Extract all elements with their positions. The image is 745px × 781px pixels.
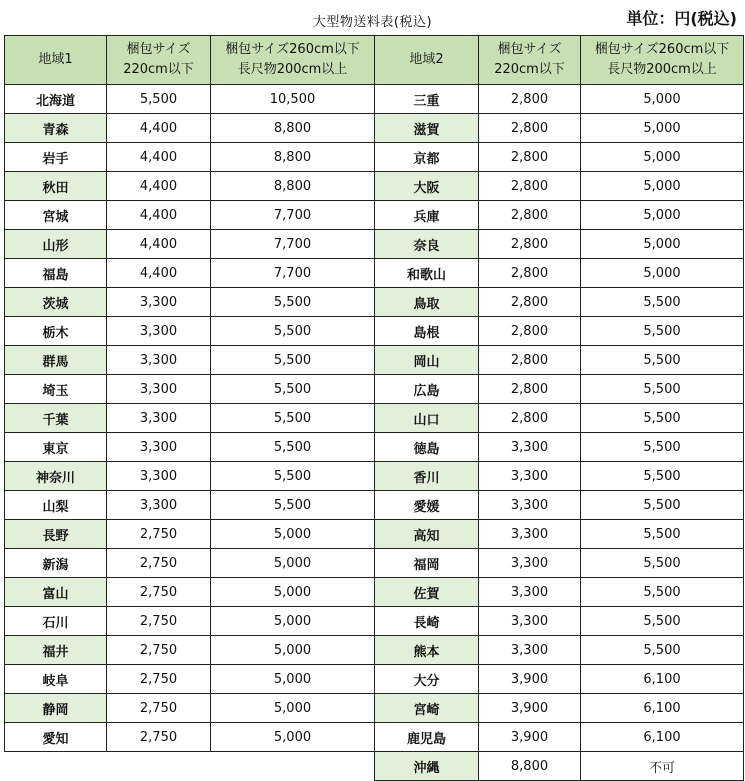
size-220-cell: 2,800 [479,143,581,172]
header-line: 地域1 [38,52,73,67]
table-body [5,85,744,781]
region-1-cell: 富山 [5,578,107,607]
table-row [5,433,744,462]
region-2-cell: 宮崎 [375,694,479,723]
size-220-cell: 3,300 [107,288,211,317]
region-1-cell: 長野 [5,520,107,549]
size-260-cell [211,752,375,781]
header-line: 梱包サイズ260cm以下 [225,42,360,57]
region-1-cell: 茨城 [5,288,107,317]
size-220-cell: 2,800 [479,346,581,375]
size-220-cell: 2,800 [479,114,581,143]
size-260-cell: 5,500 [581,288,744,317]
size-260-cell: 5,500 [211,317,375,346]
header-line: 梱包サイズ260cm以下 [594,42,730,57]
size-260-cell: 5,000 [581,85,744,114]
table-row [5,694,744,723]
region-2-cell: 長崎 [375,607,479,636]
size-260-cell: 5,500 [581,433,744,462]
size-220-cell: 2,750 [107,665,211,694]
header-line: 梱包サイズ [126,42,191,57]
table-row [5,346,744,375]
size-220-cell: 4,400 [107,201,211,230]
size-260-cell: 不可 [581,752,744,781]
region-1-cell: 青森 [5,114,107,143]
size-220-cell: 3,300 [479,549,581,578]
size-220-cell: 3,900 [479,665,581,694]
size-220-cell: 3,300 [107,375,211,404]
size-260-cell: 5,500 [581,375,744,404]
size-260-cell: 5,500 [581,404,744,433]
header-line: 220cm以下 [494,62,565,77]
size-220-cell: 2,800 [479,288,581,317]
header-size-260-1 [211,36,375,85]
region-2-cell: 大分 [375,665,479,694]
region-1-cell: 栃木 [5,317,107,346]
size-260-cell: 6,100 [581,723,744,752]
size-220-cell: 2,750 [107,520,211,549]
size-220-cell: 4,400 [107,114,211,143]
size-220-cell: 4,400 [107,143,211,172]
size-220-cell: 4,400 [107,259,211,288]
region-2-cell: 熊本 [375,636,479,665]
size-260-cell: 5,500 [581,520,744,549]
size-260-cell: 5,000 [211,549,375,578]
size-220-cell: 2,800 [479,85,581,114]
size-260-cell: 5,500 [581,346,744,375]
size-220-cell: 2,800 [479,201,581,230]
region-2-cell: 和歌山 [375,259,479,288]
region-1-cell: 福井 [5,636,107,665]
size-220-cell: 3,300 [107,491,211,520]
region-2-cell: 鹿児島 [375,723,479,752]
header-line: 梱包サイズ [497,42,562,57]
size-220-cell: 2,800 [479,375,581,404]
region-1-cell: 神奈川 [5,462,107,491]
table-row [5,114,744,143]
size-260-cell: 5,500 [581,578,744,607]
size-260-cell: 5,000 [581,259,744,288]
region-2-cell: 高知 [375,520,479,549]
region-2-cell: 三重 [375,85,479,114]
header-size-220-2 [479,36,581,85]
table-row [5,752,744,781]
table-row [5,317,744,346]
table-header [5,36,744,85]
size-260-cell: 7,700 [211,230,375,259]
region-1-cell: 福島 [5,259,107,288]
region-2-cell: 沖縄 [375,752,479,781]
size-220-cell: 3,300 [107,462,211,491]
region-2-cell: 京都 [375,143,479,172]
region-2-cell: 徳島 [375,433,479,462]
region-1-cell: 静岡 [5,694,107,723]
size-260-cell: 5,000 [581,143,744,172]
size-260-cell: 6,100 [581,694,744,723]
table-row [5,578,744,607]
region-1-cell: 北海道 [5,85,107,114]
size-260-cell: 5,500 [211,404,375,433]
region-1-cell: 宮城 [5,201,107,230]
header-line: 220cm以下 [123,62,194,77]
region-1-cell: 山形 [5,230,107,259]
region-1-cell: 群馬 [5,346,107,375]
region-2-cell: 福岡 [375,549,479,578]
size-220-cell: 3,300 [107,317,211,346]
size-260-cell: 8,800 [211,172,375,201]
size-260-cell: 5,000 [581,230,744,259]
region-1-cell: 石川 [5,607,107,636]
size-260-cell: 10,500 [211,85,375,114]
size-220-cell: 8,800 [479,752,581,781]
size-260-cell: 5,500 [211,462,375,491]
size-220-cell: 3,300 [479,520,581,549]
size-260-cell: 5,500 [581,462,744,491]
header-line: 長尺物200cm以上 [607,62,717,77]
size-260-cell: 5,500 [581,636,744,665]
region-2-cell: 滋賀 [375,114,479,143]
header-region-2 [375,36,479,85]
size-260-cell: 8,800 [211,114,375,143]
size-220-cell: 2,800 [479,317,581,346]
region-2-cell: 大阪 [375,172,479,201]
region-2-cell: 奈良 [375,230,479,259]
region-1-cell: 千葉 [5,404,107,433]
size-220-cell: 2,750 [107,607,211,636]
size-220-cell: 2,800 [479,230,581,259]
size-260-cell: 5,500 [211,433,375,462]
size-220-cell: 3,900 [479,694,581,723]
region-2-cell: 鳥取 [375,288,479,317]
size-220-cell: 3,900 [479,723,581,752]
size-220-cell: 2,750 [107,636,211,665]
table-row [5,520,744,549]
table-row [5,549,744,578]
region-2-cell: 山口 [375,404,479,433]
size-220-cell: 2,750 [107,549,211,578]
size-260-cell: 5,000 [211,520,375,549]
size-260-cell: 5,500 [211,375,375,404]
shipping-rate-table [4,35,744,781]
size-260-cell: 6,100 [581,665,744,694]
size-220-cell: 4,400 [107,172,211,201]
size-220-cell: 2,800 [479,172,581,201]
region-1-cell: 埼玉 [5,375,107,404]
table-row [5,85,744,114]
table-row [5,172,744,201]
table-row [5,375,744,404]
table-row [5,288,744,317]
region-2-cell: 広島 [375,375,479,404]
region-1-cell: 秋田 [5,172,107,201]
size-220-cell: 3,300 [479,462,581,491]
size-220-cell: 4,400 [107,230,211,259]
size-260-cell: 5,000 [581,114,744,143]
size-260-cell: 5,500 [211,288,375,317]
region-1-cell: 愛知 [5,723,107,752]
size-220-cell: 3,300 [107,404,211,433]
size-260-cell: 5,000 [211,578,375,607]
table-row [5,665,744,694]
unit-label: 単位：円(税込) [626,9,737,28]
size-220-cell: 3,300 [107,346,211,375]
size-220-cell: 2,800 [479,404,581,433]
region-2-cell: 愛媛 [375,491,479,520]
table-row [5,462,744,491]
size-260-cell: 8,800 [211,143,375,172]
size-260-cell: 5,500 [581,607,744,636]
header-size-220-1 [107,36,211,85]
size-220-cell: 2,800 [479,259,581,288]
size-220-cell: 3,300 [479,607,581,636]
region-2-cell: 佐賀 [375,578,479,607]
size-220-cell: 5,500 [107,85,211,114]
table-row [5,607,744,636]
region-1-cell: 山梨 [5,491,107,520]
size-260-cell: 5,000 [211,694,375,723]
size-260-cell: 5,000 [581,201,744,230]
size-220-cell: 3,300 [479,491,581,520]
table-row [5,723,744,752]
size-220-cell: 2,750 [107,578,211,607]
size-260-cell: 5,500 [581,317,744,346]
size-260-cell: 5,500 [211,346,375,375]
size-260-cell: 5,000 [211,607,375,636]
region-2-cell: 岡山 [375,346,479,375]
region-1-cell: 新潟 [5,549,107,578]
region-2-cell: 香川 [375,462,479,491]
size-220-cell: 3,300 [107,433,211,462]
table-row [5,404,744,433]
size-260-cell: 5,000 [211,723,375,752]
table-row [5,143,744,172]
region-2-cell: 島根 [375,317,479,346]
header-row [5,36,744,85]
size-260-cell: 7,700 [211,259,375,288]
size-220-cell: 3,300 [479,636,581,665]
region-1-cell: 岩手 [5,143,107,172]
table-row [5,491,744,520]
size-260-cell: 5,000 [211,636,375,665]
table-row [5,201,744,230]
size-260-cell: 5,500 [211,491,375,520]
size-260-cell: 5,500 [581,491,744,520]
size-260-cell: 5,500 [581,549,744,578]
size-260-cell: 7,700 [211,201,375,230]
size-220-cell: 3,300 [479,433,581,462]
size-260-cell: 5,000 [581,172,744,201]
table-row [5,636,744,665]
page-title: 大型物送料表(税込) [312,15,433,30]
region-1-cell: 東京 [5,433,107,462]
header-region-1 [5,36,107,85]
size-220-cell: 2,750 [107,723,211,752]
header-line: 長尺物200cm以上 [237,62,348,77]
size-220-cell: 3,300 [479,578,581,607]
header-line: 地域2 [409,52,444,67]
size-220-cell [107,752,211,781]
table-row [5,259,744,288]
table-row [5,230,744,259]
size-220-cell: 2,750 [107,694,211,723]
size-260-cell: 5,000 [211,665,375,694]
header-size-260-2 [581,36,744,85]
region-1-cell [5,752,107,781]
region-1-cell: 岐阜 [5,665,107,694]
region-2-cell: 兵庫 [375,201,479,230]
